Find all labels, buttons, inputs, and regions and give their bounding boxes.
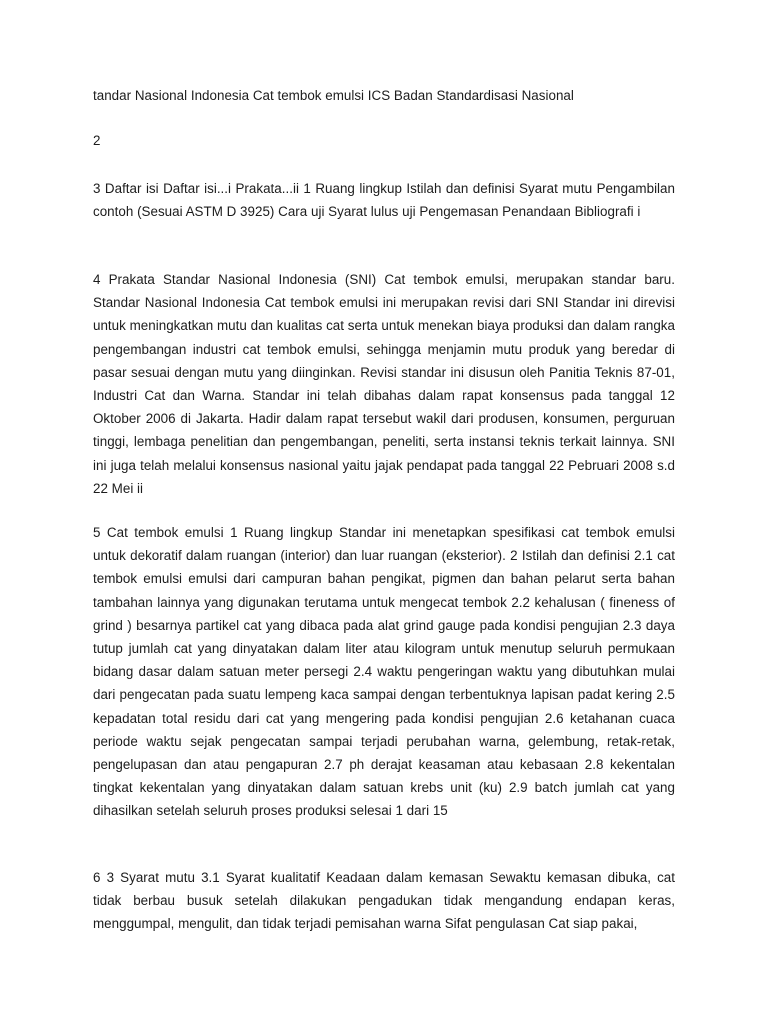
- quality-requirements-paragraph: 6 3 Syarat mutu 3.1 Syarat kualitatif Keadaan dalam kemasan Sewaktu kemasan dibuka, cat tidak berbau busuk setelah dilakukan pengadukan tidak mengandung endapan keras, menggumpal, mengulit, dan tidak terjadi pemisahan warna Sifat pengulasan Cat siap pakai,: [93, 870, 675, 932]
- document-title-line: tandar Nasional Indonesia Cat tembok emulsi ICS Badan Standardisasi Nasional: [93, 88, 574, 103]
- page-number: 2: [93, 133, 101, 148]
- preface-paragraph: 4 Prakata Standar Nasional Indonesia (SNI) Cat tembok emulsi, merupakan standar baru. Standar Nasional Indonesia Cat tembok emulsi ini merupakan revisi dari SNI Standar ini direvisi untuk meningkatkan mutu dan kualitas cat serta untuk menekan biaya produksi dan dalam rangka pengembangan industri cat tembok emulsi, sehingga menjamin mutu produk yang beredar di pasar sesuai dengan mutu yang diinginkan. Revisi standar ini disusun oleh Panitia Teknis 87-01, Industri Cat dan Warna. Standar ini telah dibahas dalam rapat konsensus pada tanggal 12 Oktober 2006 di Jakarta. Hadir dalam rapat tersebut wakil dari produsen, konsumen, perguruan tinggi, lembaga penelitian dan pengembangan, peneliti, serta instansi teknis terkait lainnya. SNI ini juga telah melalui konsensus nasional yaitu jajak pendapat pada tanggal 22 Pebruari 2008 s.d 22 Mei ii: [93, 272, 675, 496]
- scope-definitions-paragraph: 5 Cat tembok emulsi 1 Ruang lingkup Standar ini menetapkan spesifikasi cat tembok emulsi untuk dekoratif dalam ruangan (interior) dan luar ruangan (eksterior). 2 Istilah dan definisi 2.1 cat tembok emulsi emulsi dari campuran bahan pengikat, pigmen dan bahan pelarut serta bahan tambahan lainnya yang digunakan terutama untuk mengecat tembok 2.2 kehalusan ( fineness of grind ) besarnya partikel cat yang dibaca pada alat grind gauge pada kondisi pengujian 2.3 daya tutup jumlah cat yang dinyatakan dalam liter atau kilogram untuk menutup seluruh permukaan bidang dasar dalam satuan meter persegi 2.4 waktu pengeringan waktu yang dibutuhkan mulai dari pengecatan pada suatu lempeng kaca sampai dengan terbentuknya lapisan padat kering 2.5 kepadatan total residu dari cat yang mengering pada kondisi pengujian 2.6 ketahanan cuaca periode waktu sejak pengecatan sampai terjadi perubahan warna, gelembung, retak-retak, pengelupasan dan atau pengapuran 2.7 ph derajat keasaman atau kebasaan 2.8 kekentalan tingkat kekentalan yang dinyatakan dalam satuan krebs unit (ku) 2.9 batch jumlah cat yang dihasilkan setelah seluruh proses produksi selesai 1 dari 15: [93, 525, 675, 819]
- table-of-contents-paragraph: 3 Daftar isi Daftar isi...i Prakata...ii 1 Ruang lingkup Istilah dan definisi Syarat mutu Pengambilan contoh (Sesuai ASTM D 3925) Cara uji Syarat lulus uji Pengemasan Penandaan Bibliografi i: [93, 181, 675, 220]
